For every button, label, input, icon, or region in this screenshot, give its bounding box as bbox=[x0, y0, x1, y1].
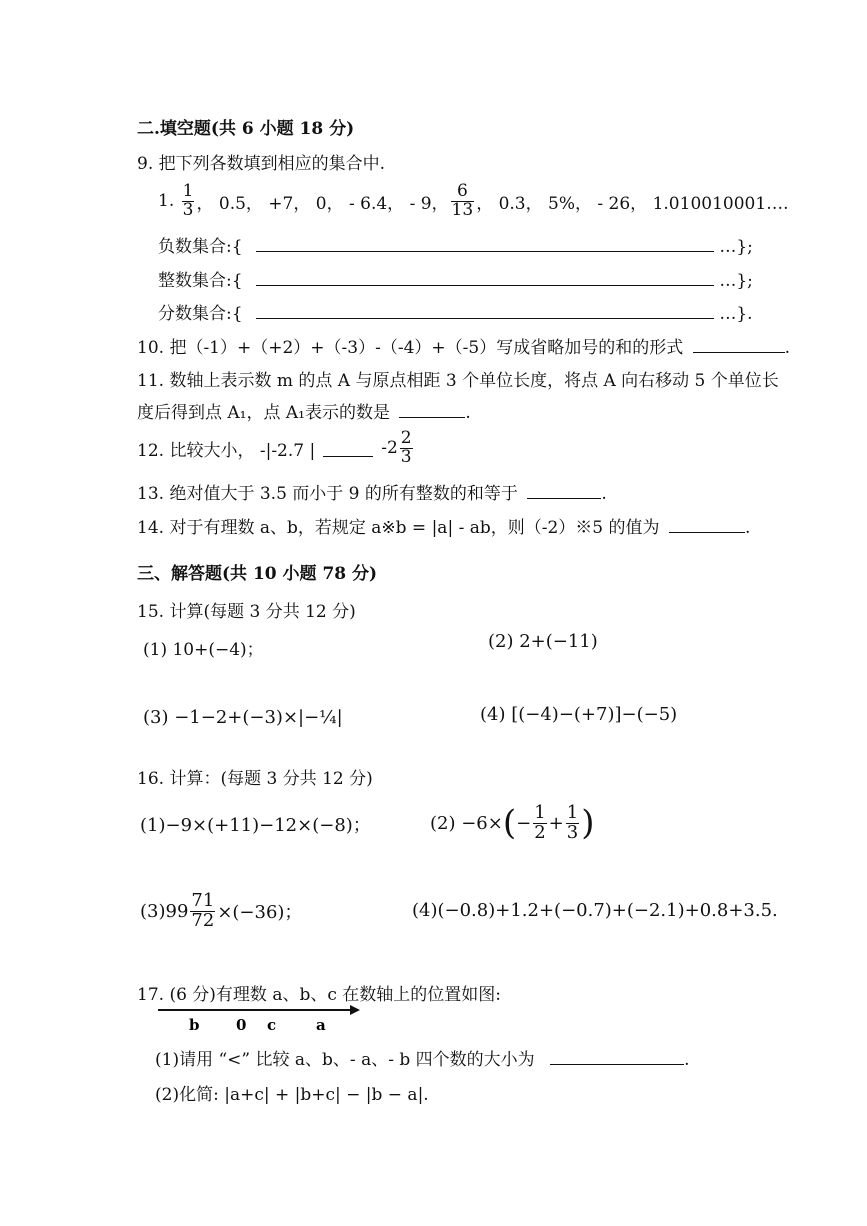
q12-fraction: $\frac{2}{3}$ bbox=[400, 427, 412, 467]
q12-mixed-whole: -2 bbox=[381, 438, 398, 458]
q15-part1: (1) 10+(−4)； bbox=[143, 640, 264, 660]
fraction-set-end: …}. bbox=[719, 304, 753, 324]
section2-title: 二.填空题(共 6 小题 18 分) bbox=[137, 119, 355, 139]
q12 bbox=[137, 426, 415, 470]
q17-part1: (1)请用 “<” 比较 a、b、- a、- b 四个数的大小为 . bbox=[155, 1050, 690, 1070]
negative-set-blank[interactable] bbox=[256, 250, 714, 252]
q17-part1-text: (1)请用 “<” 比较 a、b、- a、- b 四个数的大小为 bbox=[155, 1050, 535, 1070]
q16-part3-suffix: ×(−36)； bbox=[217, 902, 303, 923]
axis-label-a: a bbox=[316, 1016, 326, 1034]
q15-part2: (2) 2+(−11) bbox=[488, 631, 598, 652]
axis-label-b: b bbox=[189, 1016, 200, 1034]
fraction-set-label: 分数集合:{ bbox=[158, 304, 243, 324]
q16-part3-prefix: (3)99 bbox=[140, 900, 189, 922]
q12-text: 12. 比较大小， -|-2.7 | bbox=[137, 440, 316, 461]
fraction-set-row bbox=[158, 299, 753, 324]
axis-label-zero: 0 bbox=[236, 1016, 247, 1034]
q9-numbers-end: ， 0.3， 5%， - 26， 1.010010001…. bbox=[476, 193, 789, 214]
q11-line1: 11. 数轴上表示数 m 的点 A 与原点相距 3 个单位长度，将点 A 向右移动 5 个单位长 bbox=[137, 371, 779, 391]
fraction-6-13: $\frac{6}{13}$ bbox=[451, 180, 474, 220]
q17-stem: 17. (6 分)有理数 a、b、c 在数轴上的位置如图: bbox=[137, 985, 501, 1005]
q16-part1: (1)−9×(+11)−12×(−8)； bbox=[140, 815, 371, 836]
negative-set-label: 负数集合:{ bbox=[158, 237, 243, 257]
q10: 10. 把（-1）+（+2）+（-3）-（-4）+（-5）写成省略加号的和的形式 . bbox=[137, 338, 791, 358]
integer-set-row bbox=[158, 266, 753, 291]
q15-stem: 15. 计算(每题 3 分共 12 分) bbox=[137, 602, 356, 622]
q16-stem: 16. 计算：(每题 3 分共 12 分) bbox=[137, 769, 373, 789]
q16-part2-frac2: $\frac{1}{3}$ bbox=[566, 801, 579, 843]
number-line bbox=[155, 1000, 370, 1036]
q17-part1-blank[interactable] bbox=[550, 1063, 684, 1065]
negative-set-end: …}; bbox=[719, 237, 753, 257]
q12-blank[interactable] bbox=[323, 455, 373, 457]
q11-line2: 度后得到点 A₁，点 A₁表示的数是 . bbox=[137, 403, 471, 423]
integer-set-end: …}; bbox=[719, 271, 753, 291]
fraction-1-3: $\frac{1}{3}$ bbox=[182, 180, 194, 220]
left-paren: ( bbox=[502, 803, 517, 843]
q16-part3 bbox=[140, 886, 302, 936]
q11-text: 度后得到点 A₁，点 A₁表示的数是 bbox=[137, 403, 390, 423]
q14-text: 14. 对于有理数 a、b，若规定 a※b = |a| - ab，则（-2）※5 的值为 bbox=[137, 518, 660, 538]
q14: 14. 对于有理数 a、b，若规定 a※b = |a| - ab，则（-2）※5 的值为 . bbox=[137, 518, 751, 538]
q16-part3-frac: $\frac{71}{72}$ bbox=[191, 889, 215, 931]
q9-numbers-mid: ， 0.5， +7， 0， - 6.4， - 9， bbox=[196, 193, 449, 214]
fraction-set-blank[interactable] bbox=[256, 317, 714, 319]
q13: 13. 绝对值大于 3.5 而小于 9 的所有整数的和等于 . bbox=[137, 484, 607, 504]
negative-set-row bbox=[158, 232, 753, 257]
integer-set-label: 整数集合:{ bbox=[158, 271, 243, 291]
axis-label-c: c bbox=[267, 1016, 277, 1034]
q10-text: 10. 把（-1）+（+2）+（-3）-（-4）+（-5）写成省略加号的和的形式 bbox=[137, 338, 684, 358]
number-line-arrow-icon bbox=[350, 1005, 360, 1015]
q16-part2-prefix: (2) −6× bbox=[430, 812, 503, 834]
q15-part3: (3) −1−2+(−3)×|−¼| bbox=[143, 707, 343, 728]
q9-prefix: 1. bbox=[158, 191, 175, 211]
q9-number-list bbox=[158, 178, 789, 224]
right-paren: ) bbox=[581, 803, 595, 843]
q11-blank[interactable] bbox=[399, 416, 465, 418]
integer-set-blank[interactable] bbox=[256, 284, 714, 286]
q16-part2: (2) −6× ( − $\frac{1}{2}$ + $\frac{1}{3}$ ) bbox=[430, 801, 595, 843]
q15-part4: (4) [(−4)−(+7)]−(−5) bbox=[480, 704, 678, 725]
q10-blank[interactable] bbox=[693, 351, 785, 353]
q14-blank[interactable] bbox=[669, 531, 745, 533]
q13-blank[interactable] bbox=[527, 497, 601, 499]
section3-title: 三、解答题(共 10 小题 78 分) bbox=[137, 564, 378, 584]
q16-part4: (4)(−0.8)+1.2+(−0.7)+(−2.1)+0.8+3.5. bbox=[412, 900, 778, 921]
q17-part2: (2)化简: |a+c| + |b+c| − |b − a|. bbox=[155, 1085, 429, 1105]
q9-stem: 9. 把下列各数填到相应的集合中. bbox=[137, 154, 386, 174]
q13-text: 13. 绝对值大于 3.5 而小于 9 的所有整数的和等于 bbox=[137, 484, 518, 504]
q16-part2-frac1: $\frac{1}{2}$ bbox=[534, 801, 546, 843]
